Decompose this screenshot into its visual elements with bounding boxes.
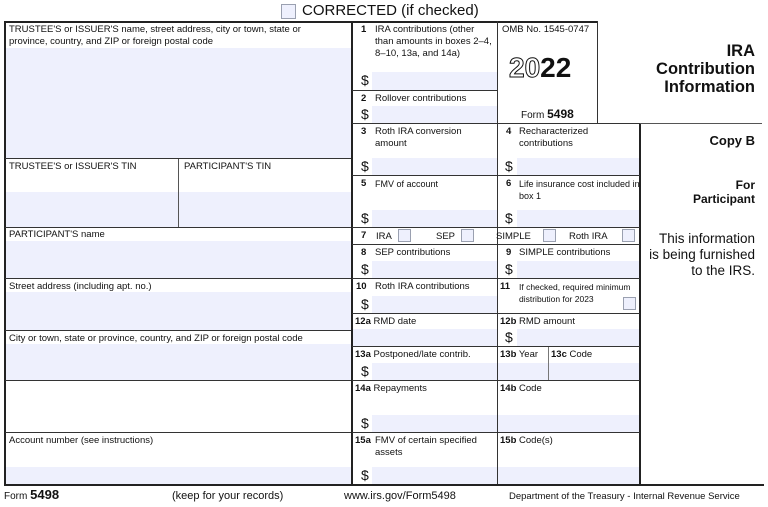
- box10-dollar: $: [361, 296, 369, 312]
- box6-label: Life insurance cost included in box 1: [519, 179, 640, 201]
- box13b-field[interactable]: [498, 363, 548, 380]
- box3-label: Roth IRA conversion amount: [375, 126, 462, 149]
- box7-simple-label: SIMPLE: [496, 231, 531, 242]
- box12b-label: 12b RMD amount: [500, 316, 575, 327]
- box1-field[interactable]: [372, 72, 497, 90]
- box12a-label: 12a RMD date: [355, 316, 417, 327]
- furnished-notice: This information is being furnished to the IRS.: [649, 231, 755, 278]
- box6-dollar: $: [505, 210, 513, 226]
- participant-tin-field[interactable]: [179, 192, 352, 227]
- box4-field[interactable]: [517, 158, 640, 175]
- trustee-name-label: TRUSTEE'S or ISSUER'S name, street address, city or town, state or province, country, and ZIP or foreign postal code: [9, 24, 301, 47]
- footer-department: Department of the Treasury - Internal Revenue Service: [509, 491, 740, 502]
- box13b-label: 13b Year: [500, 349, 539, 360]
- box12b-field[interactable]: [517, 329, 640, 346]
- box7-ira-label: IRA: [376, 231, 392, 242]
- copy-label: Copy B: [709, 133, 755, 148]
- box3-field[interactable]: [372, 158, 497, 175]
- box13a-dollar: $: [361, 363, 369, 379]
- city-field[interactable]: [6, 344, 352, 380]
- street-address-label: Street address (including apt. no.): [9, 281, 152, 292]
- participant-name-label: PARTICIPANT'S name: [9, 229, 105, 240]
- account-number-label: Account number (see instructions): [9, 435, 154, 446]
- trustee-tin-field[interactable]: [6, 192, 178, 227]
- city-label: City or town, state or province, country, and ZIP or foreign postal code: [9, 333, 303, 344]
- participant-tin-label: PARTICIPANT'S TIN: [184, 161, 272, 172]
- corrected-checkbox[interactable]: [281, 4, 296, 19]
- box7-rothira-checkbox[interactable]: [622, 229, 635, 242]
- box7-simple-checkbox[interactable]: [543, 229, 556, 242]
- for-participant: For Participant: [692, 178, 755, 206]
- box9-label: SIMPLE contributions: [519, 247, 611, 258]
- box2-label: Rollover contributions: [375, 93, 467, 104]
- footer-keep-records: (keep for your records): [172, 490, 284, 502]
- trustee-tin-label: TRUSTEE'S or ISSUER'S TIN: [9, 161, 137, 172]
- box3-number: 3: [361, 126, 367, 137]
- box8-label: SEP contributions: [375, 247, 451, 258]
- box14a-field[interactable]: [372, 415, 497, 432]
- box9-number: 9: [506, 247, 512, 258]
- box8-number: 8: [361, 247, 367, 258]
- participant-name-field[interactable]: [6, 241, 352, 278]
- box5-dollar: $: [361, 210, 369, 226]
- box15b-field[interactable]: [498, 467, 640, 484]
- box9-field[interactable]: [517, 261, 640, 278]
- box15a-label: FMV of certain specified assets: [375, 435, 477, 458]
- box5-field[interactable]: [372, 210, 497, 227]
- box7-number: 7: [361, 230, 367, 241]
- corrected-label: CORRECTED (if checked): [302, 2, 479, 19]
- box8-field[interactable]: [372, 261, 497, 278]
- box2-dollar: $: [361, 106, 369, 122]
- box1-label: IRA contributions (other than amounts in boxes 2–4, 8–10, 13a, and 14a): [375, 24, 492, 59]
- box12a-field[interactable]: [353, 329, 497, 346]
- box1-dollar: $: [361, 72, 369, 88]
- street-address-field[interactable]: [6, 292, 352, 330]
- box15b-label: 15b Code(s): [500, 435, 553, 446]
- box7-sep-label: SEP: [436, 231, 456, 242]
- account-number-field[interactable]: [6, 467, 352, 484]
- tax-year: [509, 52, 571, 84]
- box7-sep-checkbox[interactable]: [461, 229, 474, 242]
- box14b-label: 14b Code: [500, 383, 542, 394]
- box6-field[interactable]: [517, 210, 640, 227]
- box4-label: Recharacterized contributions: [519, 126, 589, 149]
- box4-number: 4: [506, 126, 512, 137]
- box8-dollar: $: [361, 261, 369, 277]
- box10-number: 10: [356, 281, 367, 292]
- box4-dollar: $: [505, 158, 513, 174]
- box2-number: 2: [361, 93, 367, 104]
- box10-field[interactable]: [372, 296, 497, 313]
- box15a-dollar: $: [361, 467, 369, 483]
- box13a-field[interactable]: [372, 363, 497, 380]
- footer-url[interactable]: www.irs.gov/Form5498: [344, 490, 456, 502]
- box7-rothira-label: Roth IRA: [569, 231, 608, 242]
- tax-year-bold: 22: [540, 52, 572, 83]
- box15a-number: 15a: [355, 435, 371, 446]
- box14a-dollar: $: [361, 415, 369, 431]
- box1-number: 1: [361, 24, 367, 35]
- trustee-name-field[interactable]: [6, 48, 352, 158]
- box10-label: Roth IRA contributions: [375, 281, 470, 292]
- box13c-label: 13c Code: [551, 349, 593, 360]
- omb-number: OMB No. 1545-0747: [502, 24, 590, 35]
- box11-label: If checked, required minimum distribution for 2023: [519, 282, 631, 304]
- box5-label: FMV of account: [375, 179, 439, 189]
- box3-dollar: $: [361, 158, 369, 174]
- box14b-field[interactable]: [498, 415, 640, 432]
- box11-checkbox[interactable]: [623, 297, 636, 310]
- box15a-field[interactable]: [372, 467, 497, 484]
- box5-number: 5: [361, 178, 367, 189]
- box7-ira-checkbox[interactable]: [398, 229, 411, 242]
- box14a-label: 14a Repayments: [355, 383, 427, 394]
- box2-field[interactable]: [372, 106, 497, 123]
- omb-form-number: Form 5498: [521, 107, 574, 121]
- box9-dollar: $: [505, 261, 513, 277]
- box13a-label: 13a Postponed/late contrib.: [355, 349, 471, 360]
- box12b-dollar: $: [505, 329, 513, 345]
- box13c-field[interactable]: [549, 363, 640, 380]
- tax-year-outline: 20: [509, 52, 541, 83]
- box11-number: 11: [500, 281, 511, 292]
- form-title: IRA Contribution Information: [656, 42, 755, 96]
- box6-number: 6: [506, 178, 512, 189]
- footer-form-number: Form 5498: [4, 487, 60, 502]
